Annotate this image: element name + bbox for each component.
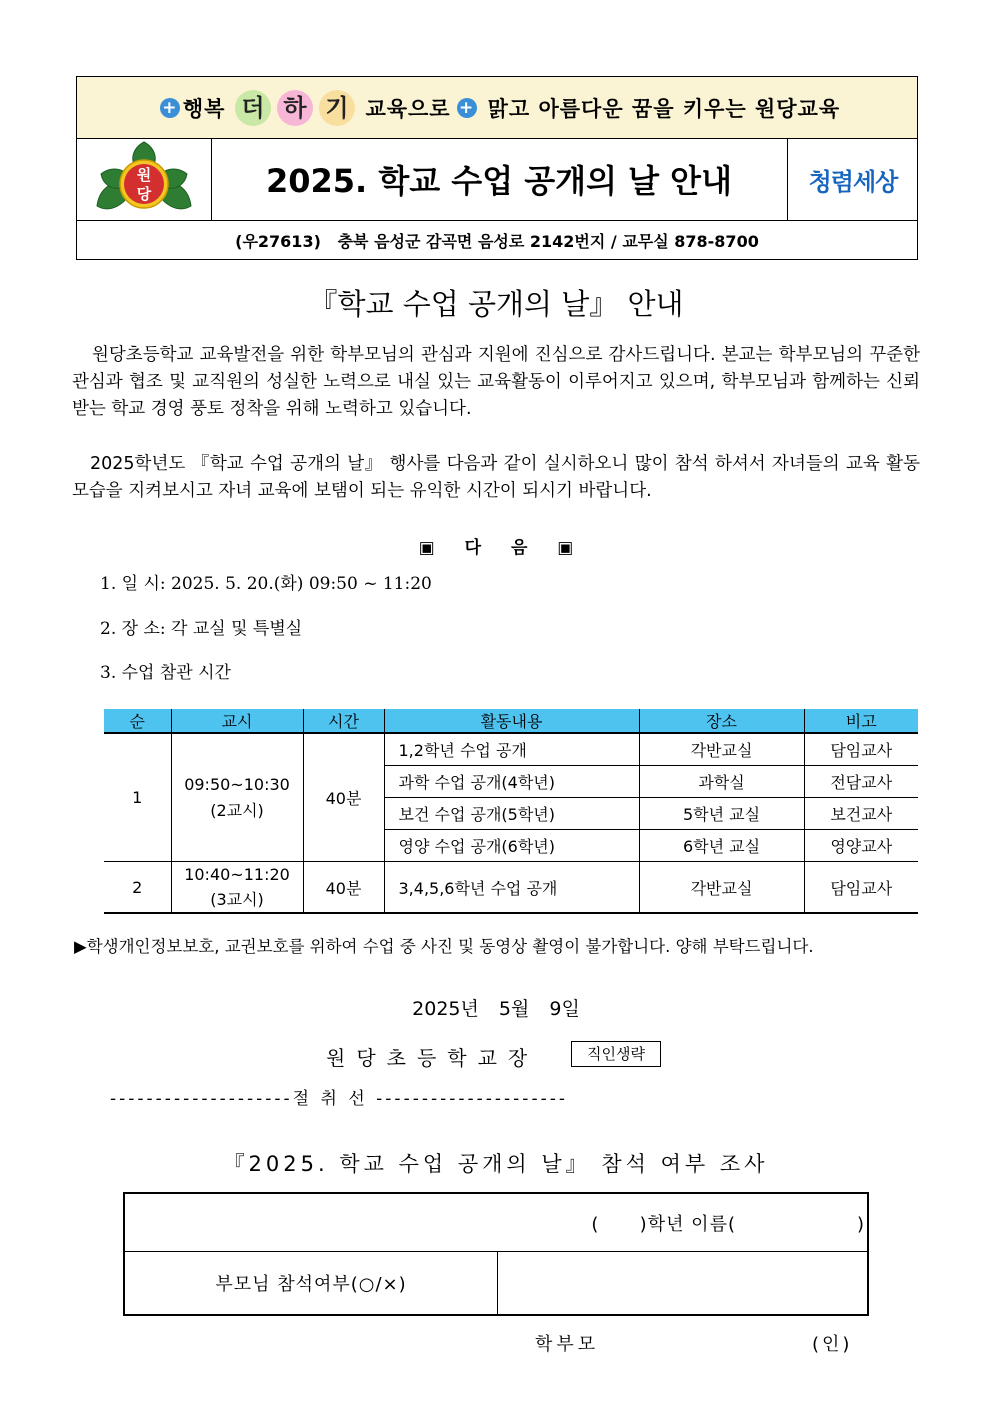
title-row: [77, 138, 917, 221]
slogan-bubble-2: 하: [277, 90, 313, 126]
slogan-banner: [77, 77, 917, 139]
event-paragraph: 2025학년도 『학교 수업 공개의 날』 행사를 다음과 같이 실시하오니 많이 참석 하셔서 자녀들의 교육 활동 모습을 지켜보시고 자녀 교육에 보탬이 되는 유익한 시간이 되시기 바랍니다.: [72, 454, 920, 501]
grade-name-field[interactable]: ( )학년 이름( ): [591, 1214, 865, 1235]
schedule-table: [104, 709, 918, 914]
plus-icon: +: [457, 98, 477, 118]
cell-activity: 영양 수업 공개(6학년): [384, 830, 639, 862]
slogan-bubble-3: 기: [319, 90, 355, 126]
letterhead: [76, 76, 918, 260]
cell-no: 2: [104, 862, 171, 914]
attendance-label: 부모님 참석여부(○/×): [125, 1251, 498, 1314]
table-row: [104, 733, 918, 766]
letterhead-title: 2025. 학교 수업 공개의 날 안내: [265, 162, 733, 200]
seal-label: (인): [812, 1334, 853, 1355]
cell-note: 전담교사: [804, 766, 918, 798]
emblem-char-1: 원: [136, 166, 152, 184]
cut-line: --------------------절 취 선 ---------------------: [110, 1089, 568, 1109]
cell-activity: 보건 수업 공개(5학년): [384, 798, 639, 830]
school-emblem-icon: [77, 138, 211, 220]
cell-activity: 과학 수업 공개(4학년): [384, 766, 639, 798]
cell-place: 각반교실: [639, 733, 804, 766]
cell-duration: 40분: [303, 733, 384, 862]
grade-name-row[interactable]: [125, 1194, 867, 1252]
slogan-bubble-1: 더: [235, 90, 271, 126]
cell-place: 과학실: [639, 766, 804, 798]
seal-omitted-stamp: 직인생략: [571, 1041, 661, 1067]
cell-period: [171, 733, 303, 862]
integrity-logo-cell: [787, 138, 918, 220]
plus-icon: +: [160, 98, 180, 118]
principal-signature: 원당초등학교장: [326, 1046, 539, 1070]
table-header-row: [104, 709, 918, 733]
cell-note: 보건교사: [804, 798, 918, 830]
period-label: (3교시): [210, 890, 264, 909]
period-label: (2교시): [210, 800, 264, 820]
item-date: 1. 일 시: 2025. 5. 20.(화) 09:50 ~ 11:20: [100, 574, 432, 594]
survey-title: 『2025. 학교 수업 공개의 날』 참석 여부 조사: [223, 1152, 769, 1176]
period-time: 09:50~10:30: [184, 774, 290, 794]
cell-duration: 40분: [303, 862, 384, 914]
cell-note: 담임교사: [804, 733, 918, 766]
section-heading: ▣ 다 음 ▣: [418, 538, 574, 558]
table-row: [104, 862, 918, 914]
item-place: 2. 장 소: 각 교실 및 특별실: [100, 619, 303, 639]
emblem-char-2: 당: [136, 185, 152, 203]
cell-place: 5학년 교실: [639, 798, 804, 830]
col-header-no: 순: [104, 709, 171, 733]
intro-paragraph: 원당초등학교 교육발전을 위한 학부모님의 관심과 지원에 진심으로 감사드립니다. 본교는 학부모님의 꾸준한 관심과 협조 및 교직원의 성실한 노력으로 내실 있는 교육활동이 이루어지고 있으며, 학부모님과 함께하는 신뢰받는 학교 경영 풍토 정착을 위해 노력하고 있습니다.: [72, 345, 920, 419]
cell-note: 담임교사: [804, 862, 918, 914]
cell-place: 각반교실: [639, 862, 804, 914]
cell-no: 1: [104, 733, 171, 862]
col-header-place: 장소: [639, 709, 804, 733]
slogan-part-a: 행복: [182, 96, 226, 121]
item-schedule: 3. 수업 참관 시간: [100, 663, 231, 683]
document-title: 『학교 수업 공개의 날』 안내: [308, 287, 684, 321]
col-header-period: 교시: [171, 709, 303, 733]
slogan-part-b: 교육으로: [365, 96, 451, 121]
col-header-activity: 활동내용: [384, 709, 639, 733]
photo-notice: ▶학생개인정보보호, 교권보호를 위하여 수업 중 사진 및 동영상 촬영이 불가합니다. 양해 부탁드립니다.: [74, 937, 814, 956]
issue-date: 2025년 5월 9일: [412, 998, 580, 1020]
cell-activity: 3,4,5,6학년 수업 공개: [384, 862, 639, 914]
school-emblem-cell: [77, 138, 212, 220]
slogan-part-c: 맑고 아름다운 꿈을 키우는 원당교육: [487, 96, 841, 121]
col-header-note: 비고: [804, 709, 918, 733]
cell-note: 영양교사: [804, 830, 918, 862]
parent-label: 학부모: [535, 1334, 600, 1355]
cell-place: 6학년 교실: [639, 830, 804, 862]
period-time: 10:40~11:20: [184, 865, 290, 884]
attendance-answer-field[interactable]: [498, 1251, 867, 1314]
cell-activity: 1,2학년 수업 공개: [384, 733, 639, 766]
col-header-duration: 시간: [303, 709, 384, 733]
school-address: (우27613) 충북 음성군 감곡면 음성로 2142번지 / 교무실 878-8700: [235, 231, 759, 251]
cell-period: [171, 862, 303, 914]
integrity-logo: 청렴세상: [808, 168, 898, 196]
survey-form: [123, 1192, 869, 1316]
